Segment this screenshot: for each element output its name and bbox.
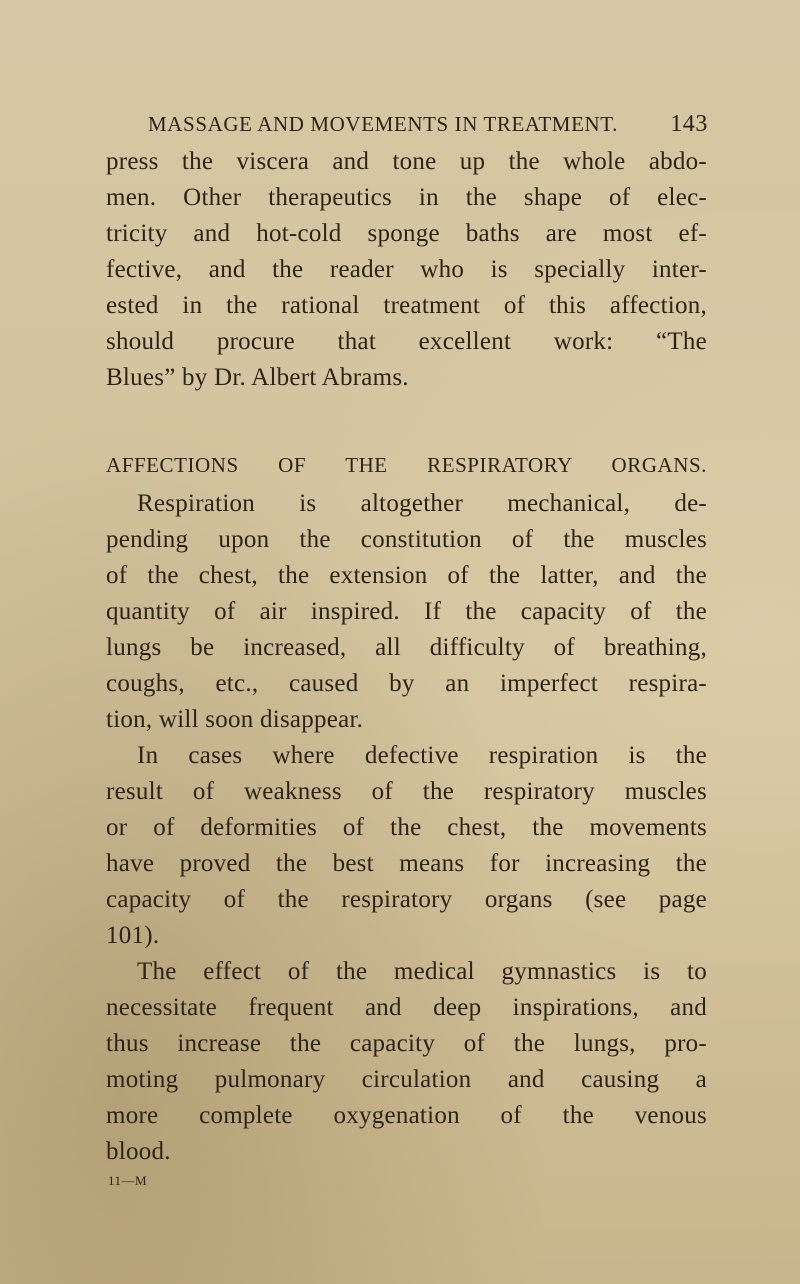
text-line: tion, will soon disappear. — [106, 706, 364, 733]
text-line: capacity of the respiratory organs (see page — [106, 886, 707, 913]
text-line: press the viscera and tone up the whole abdo- — [106, 148, 707, 175]
signature-mark: 11—M — [108, 1173, 148, 1188]
text-line: The effect of the medical gymnastics is to — [137, 958, 707, 985]
text-line: necessitate frequent and deep inspirations, and — [106, 994, 707, 1021]
text-line: Blues” by Dr. Albert Abrams. — [106, 364, 409, 391]
page-number: 143 — [670, 111, 708, 137]
text-line: 101). — [106, 922, 160, 949]
section-heading: AFFECTIONS OF THE RESPIRATORY ORGANS. — [106, 453, 707, 477]
text-line: quantity of air inspired. If the capacity of the — [106, 598, 707, 625]
text-line: or of deformities of the chest, the movements — [106, 814, 707, 841]
text-line: tricity and hot-cold sponge baths are most ef- — [106, 220, 707, 247]
text-line: more complete oxygenation of the venous — [106, 1102, 707, 1129]
text-line: moting pulmonary circulation and causing a — [106, 1066, 707, 1093]
text-line: fective, and the reader who is specially inter- — [106, 256, 707, 283]
text-line: have proved the best means for increasing the — [106, 850, 707, 877]
text-line: In cases where defective respiration is the — [137, 742, 707, 769]
text-line: pending upon the constitution of the muscles — [106, 526, 707, 553]
text-line: Respiration is altogether mechanical, de- — [137, 490, 707, 517]
running-head — [148, 104, 708, 144]
running-head-title: MASSAGE AND MOVEMENTS IN TREATMENT. — [148, 112, 618, 136]
text-line: blood. — [106, 1138, 171, 1165]
text-line: thus increase the capacity of the lungs, pro- — [106, 1030, 707, 1057]
text-line: of the chest, the extension of the latter, and the — [106, 562, 707, 589]
text-line: ested in the rational treatment of this affection, — [106, 292, 707, 319]
text-line: men. Other therapeutics in the shape of elec- — [106, 184, 707, 211]
text-line: lungs be increased, all difficulty of breathing, — [106, 634, 707, 661]
text-line: coughs, etc., caused by an imperfect respira- — [106, 670, 707, 697]
text-line: result of weakness of the respiratory muscles — [106, 778, 707, 805]
text-line: should procure that excellent work: “The — [106, 328, 707, 355]
